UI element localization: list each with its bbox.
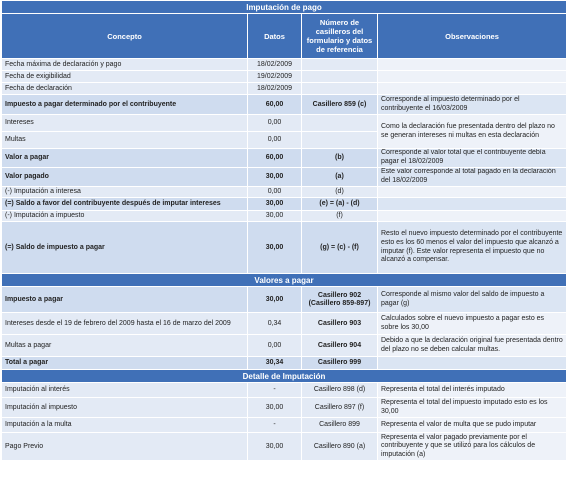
ref-cell xyxy=(302,132,378,149)
concepto-cell: Pago Previo xyxy=(2,433,248,461)
obs-cell xyxy=(378,357,567,370)
table-row xyxy=(2,287,567,313)
ref-cell xyxy=(302,59,378,71)
table-row xyxy=(2,149,567,168)
datos-cell: 18/02/2009 xyxy=(248,83,302,95)
concepto-cell: (-) Imputación a interesa xyxy=(2,187,248,198)
table-row xyxy=(2,211,567,222)
datos-cell: 0,00 xyxy=(248,335,302,357)
ref-cell: Casillero 904 xyxy=(302,335,378,357)
header-concepto: Concepto xyxy=(2,14,248,59)
ref-cell: (a) xyxy=(302,168,378,187)
section-title-detalle: Detalle de Imputación xyxy=(2,370,567,383)
concepto-cell: Impuesto a pagar xyxy=(2,287,248,313)
datos-cell: 19/02/2009 xyxy=(248,71,302,83)
obs-cell: Corresponde al valor total que el contribuyente debía pagar el 18/02/2009 xyxy=(378,149,567,168)
concepto-cell: Valor a pagar xyxy=(2,149,248,168)
table-row xyxy=(2,418,567,433)
ref-cell: Casillero 859 (c) xyxy=(302,95,378,115)
obs-cell: Como la declaración fue presentada dentro del plazo no se generan intereses ni multas en esta declaración xyxy=(378,115,567,149)
obs-cell: Resto el nuevo impuesto determinado por el contribuyente esto es los 60 menos el valor del impuesto que alcanzó a imputar (f). Este valor representa el impuesto que no alcanzó a compensar. xyxy=(378,222,567,274)
ref-cell: Casillero 999 xyxy=(302,357,378,370)
section-title-imputacion: Imputación de pago xyxy=(2,1,567,14)
datos-cell: 30,00 xyxy=(248,433,302,461)
ref-cell: Casillero 902 (Casillero 859-897) xyxy=(302,287,378,313)
obs-cell: Corresponde al impuesto determinado por el contribuyente el 16/03/2009 xyxy=(378,95,567,115)
datos-cell: 30,34 xyxy=(248,357,302,370)
datos-cell: 30,00 xyxy=(248,168,302,187)
table-row xyxy=(2,357,567,370)
header-observaciones: Observaciones xyxy=(378,14,567,59)
obs-cell xyxy=(378,71,567,83)
obs-cell xyxy=(378,211,567,222)
concepto-cell: Imputación al impuesto xyxy=(2,398,248,418)
concepto-cell: Multas xyxy=(2,132,248,149)
datos-cell: 30,00 xyxy=(248,398,302,418)
datos-cell: 60,00 xyxy=(248,149,302,168)
obs-cell xyxy=(378,59,567,71)
ref-cell: Casillero 899 xyxy=(302,418,378,433)
table-row xyxy=(2,398,567,418)
concepto-cell: (=) Saldo a favor del contribuyente después de imputar intereses xyxy=(2,198,248,211)
concepto-cell: Multas a pagar xyxy=(2,335,248,357)
table-row xyxy=(2,95,567,115)
table-row xyxy=(2,383,567,398)
ref-cell: Casillero 890 (a) xyxy=(302,433,378,461)
concepto-cell: Fecha máxima de declaración y pago xyxy=(2,59,248,71)
concepto-cell: Imputación al interés xyxy=(2,383,248,398)
concepto-cell: Intereses desde el 19 de febrero del 2009 hasta el 16 de marzo del 2009 xyxy=(2,313,248,335)
datos-cell: - xyxy=(248,418,302,433)
obs-cell xyxy=(378,187,567,198)
ref-cell: Casillero 898 (d) xyxy=(302,383,378,398)
ref-cell xyxy=(302,83,378,95)
obs-cell: Representa el total del interés imputado xyxy=(378,383,567,398)
ref-cell xyxy=(302,71,378,83)
ref-cell: Casillero 903 xyxy=(302,313,378,335)
obs-cell xyxy=(378,198,567,211)
table-row xyxy=(2,115,567,132)
obs-cell: Calculados sobre el nuevo impuesto a pagar esto es sobre los 30,00 xyxy=(378,313,567,335)
concepto-cell: Imputación a la multa xyxy=(2,418,248,433)
obs-cell: Representa el total del impuesto imputado esto es los 30,00 xyxy=(378,398,567,418)
header-casilleros: Número de casilleros del formulario y datos de referencia xyxy=(302,14,378,59)
ref-cell: Casillero 897 (f) xyxy=(302,398,378,418)
obs-cell xyxy=(378,83,567,95)
datos-cell: 0,00 xyxy=(248,132,302,149)
obs-cell: Representa el valor de multa que se pudo imputar xyxy=(378,418,567,433)
concepto-cell: (-) Imputación a impuesto xyxy=(2,211,248,222)
ref-cell xyxy=(302,115,378,132)
datos-cell: 60,00 xyxy=(248,95,302,115)
table-row xyxy=(2,83,567,95)
table-row xyxy=(2,313,567,335)
concepto-cell: Impuesto a pagar determinado por el contribuyente xyxy=(2,95,248,115)
concepto-cell: Fecha de declaración xyxy=(2,83,248,95)
datos-cell: 0,34 xyxy=(248,313,302,335)
concepto-cell: Fecha de exigibilidad xyxy=(2,71,248,83)
datos-cell: 30,00 xyxy=(248,287,302,313)
header-datos: Datos xyxy=(248,14,302,59)
obs-cell: Representa el valor pagado previamente por el contribuyente y que se utilizó para los cálculos de imputación (a) xyxy=(378,433,567,461)
section-title-valores: Valores a pagar xyxy=(2,274,567,287)
concepto-cell: (=) Saldo de impuesto a pagar xyxy=(2,222,248,274)
datos-cell: 0,00 xyxy=(248,115,302,132)
table-row xyxy=(2,59,567,71)
ref-cell: (f) xyxy=(302,211,378,222)
ref-cell: (b) xyxy=(302,149,378,168)
concepto-cell: Valor pagado xyxy=(2,168,248,187)
obs-cell: Este valor corresponde al total pagado en la declaración del 18/02/2009 xyxy=(378,168,567,187)
ref-cell: (e) = (a) - (d) xyxy=(302,198,378,211)
imputacion-table xyxy=(1,0,567,461)
datos-cell: 30,00 xyxy=(248,222,302,274)
table-row xyxy=(2,433,567,461)
datos-cell: 30,00 xyxy=(248,211,302,222)
datos-cell: 30,00 xyxy=(248,198,302,211)
concepto-cell: Intereses xyxy=(2,115,248,132)
table-row xyxy=(2,187,567,198)
table-row xyxy=(2,168,567,187)
obs-cell: Debido a que la declaración original fue presentada dentro del plazo no se deben calcular multas. xyxy=(378,335,567,357)
table-row xyxy=(2,71,567,83)
datos-cell: - xyxy=(248,383,302,398)
datos-cell: 0,00 xyxy=(248,187,302,198)
table-row xyxy=(2,335,567,357)
ref-cell: (d) xyxy=(302,187,378,198)
concepto-cell: Total a pagar xyxy=(2,357,248,370)
ref-cell: (g) = (c) - (f) xyxy=(302,222,378,274)
table-row xyxy=(2,222,567,274)
datos-cell: 18/02/2009 xyxy=(248,59,302,71)
table-row xyxy=(2,198,567,211)
obs-cell: Corresponde al mismo valor del saldo de impuesto a pagar (g) xyxy=(378,287,567,313)
